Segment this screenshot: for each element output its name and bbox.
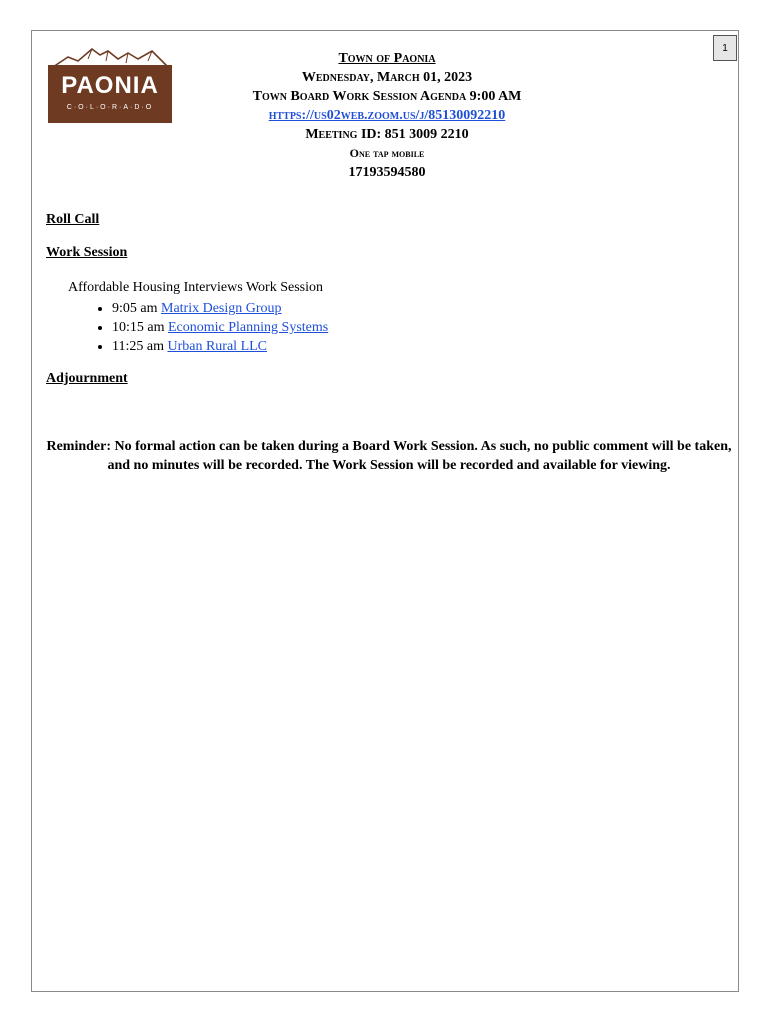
phone-number: 17193594580 [348,165,426,180]
item-time: 10:15 am [112,320,168,335]
item-link[interactable]: Matrix Design Group [161,301,282,316]
zoom-link[interactable]: https://us02web.zoom.us/j/85130092210 [268,108,506,123]
work-session-intro: Affordable Housing Interviews Work Session [68,280,323,295]
meeting-id: Meeting ID: 851 3009 2210 [305,127,469,142]
work-session-heading: Work Session [46,245,128,260]
agenda-title: Town Board Work Session Agenda 9:00 AM [252,89,522,104]
agenda-header [212,49,562,182]
logo-subtitle: C·O·L·O·R·A·D·O [66,104,154,111]
reminder-note: Reminder: No formal action can be taken during a Board Work Session. As such, no public comment will be taken, and no minutes will be recorded. The Work Session will be recorded and available for viewing. [46,439,732,473]
list-item [112,318,328,337]
adjournment-heading: Adjournment [46,371,128,386]
list-item [112,337,328,356]
paonia-logo [46,45,174,125]
agenda-page [31,30,739,992]
item-time: 11:25 am [112,339,168,354]
town-title: Town of Paonia [338,51,436,66]
logo-wordmark: PAONIA [61,72,159,99]
item-link[interactable]: Economic Planning Systems [168,320,329,335]
meeting-date: Wednesday, March 01, 2023 [301,70,473,85]
page-number-badge: 1 [713,35,737,61]
interview-list [94,299,328,356]
item-time: 9:05 am [112,301,161,316]
list-item [112,299,328,318]
one-tap-label: One tap mobile [349,146,425,160]
roll-call-heading: Roll Call [46,212,100,227]
item-link[interactable]: Urban Rural LLC [167,339,268,354]
